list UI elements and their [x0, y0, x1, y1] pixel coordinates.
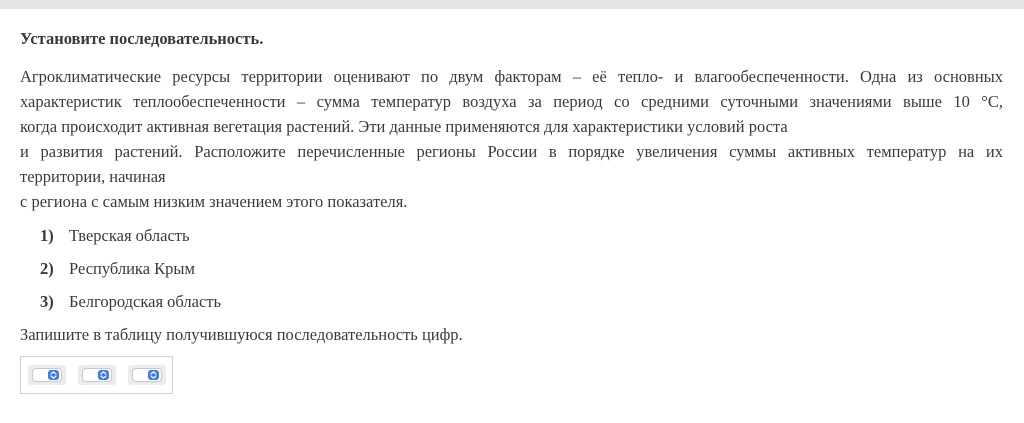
option-item	[20, 252, 1003, 285]
option-label: Тверская область	[69, 226, 190, 245]
options-list	[20, 219, 1003, 318]
option-label: Республика Крым	[69, 259, 195, 278]
option-label: Белгородская область	[69, 292, 222, 311]
up-down-chevron-icon	[98, 370, 109, 380]
option-item	[20, 285, 1003, 318]
option-number: 3)	[40, 292, 54, 311]
instruction-text: Запишите в таблицу получившуюся последовательность цифр.	[20, 325, 463, 344]
up-down-chevron-icon	[48, 370, 59, 380]
answer-table	[20, 356, 173, 394]
answer-select-1[interactable]	[32, 368, 62, 382]
paragraph-line: и развития растений. Расположите перечисленные регионы России в порядке увеличения суммы активных температур на их	[20, 142, 1003, 161]
answer-cell	[128, 365, 166, 385]
answer-cell	[28, 365, 66, 385]
option-number: 2)	[40, 259, 54, 278]
paragraph-line: территории, начиная	[20, 167, 166, 186]
paragraph-line: с региона с самым низким значением этого показателя.	[20, 192, 408, 211]
up-down-chevron-icon	[148, 370, 159, 380]
option-number: 1)	[40, 226, 54, 245]
task-title: Установите последовательность.	[20, 29, 264, 48]
option-item	[20, 219, 1003, 252]
answer-cell	[78, 365, 116, 385]
top-bar	[0, 0, 1024, 9]
task-paragraph	[20, 64, 1003, 214]
paragraph-line: характеристик теплообеспеченности – сумма температур воздуха за период со средними суточными значениями выше 10 °С,	[20, 92, 1003, 111]
answer-select-2[interactable]	[82, 368, 112, 382]
task-content	[20, 26, 1003, 351]
answer-select-3[interactable]	[132, 368, 162, 382]
paragraph-line: Агроклиматические ресурсы территории оценивают по двум факторам – её тепло- и влагообеспеченности. Одна из основных	[20, 67, 1003, 86]
paragraph-line: когда происходит активная вегетация растений. Эти данные применяются для характеристики условий роста	[20, 117, 788, 136]
